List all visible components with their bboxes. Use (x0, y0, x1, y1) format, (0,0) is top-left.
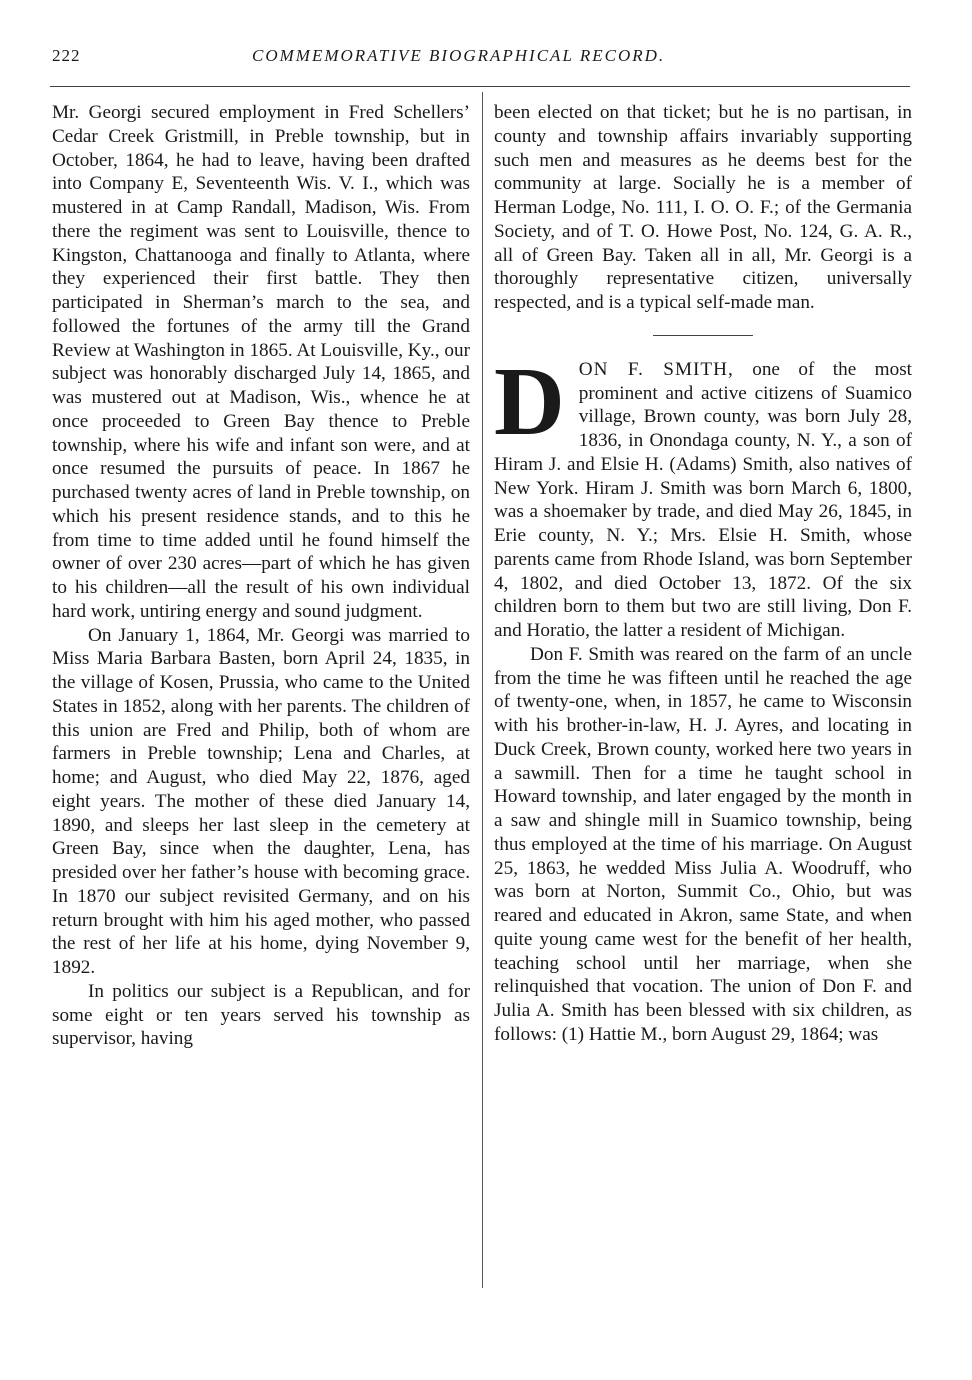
page-number: 222 (52, 46, 81, 65)
right-paragraph-1: been elected on that ticket; but he is no partisan, in county and township affairs invariably supporting such men and measures as he deems best for the community at large. Socially he is a member of Herman Lodge, No. 111, I. O. O. F.; of the Germania Society, and of T. O. Howe Post, No. 124, G. A. R., all of Green Bay. Taken all in all, Mr. Georgi is a thoroughly representative citizen, universally respected, and is a typical self-made man. (494, 102, 912, 313)
right-paragraph-2: one of the most prominent and active citizens of Suamico village, Brown county, was born July 28, 1836, in Onondaga county, N. Y., a son of Hiram J. and Elsie H. (Adams) Smith, also natives of New York. Hiram J. Smith was born March 6, 1800, was a shoemaker by trade, and died May 26, 1845, in Erie county, N. Y.; Mrs. Elsie H. Smith, whose parents came from Rhode Island, was born September 4, 1802, and died October 13, 1872. Of the six children born to them but two are still living, Don F. and Horatio, the latter a resident of Michigan. (494, 358, 912, 641)
header-rule (50, 86, 910, 87)
left-paragraph-3: In politics our subject is a Republican, and for some eight or ten years served his township as supervisor, having (52, 980, 470, 1050)
running-title: COMMEMORATIVE BIOGRAPHICAL RECORD. (252, 46, 666, 65)
left-column (52, 101, 470, 1051)
biography-opening (494, 347, 912, 643)
right-paragraph-3: Don F. Smith was reared on the farm of an uncle from the time he was fifteen until he reached the age of twenty-one, when, in 1857, he came to Wisconsin with his brother-in-law, H. J. Ayres, and locating in Duck Creek, Brown county, worked here two years in a sawmill. Then for a time he taught school in Howard township, and later engaged by the month in a saw and shingle mill in Suamico township, being thus employed at the time of his marriage. On August 25, 1863, he wedded Miss Julia A. Woodruff, who was born at Norton, Summit Co., Ohio, but was reared and educated in Akron, same State, and when quite young came west for the benefit of her health, teaching school until her marriage, when she relinquished that vocation. The union of Don F. and Julia A. Smith has been blessed with six children, as follows: (1) Hattie M., born August 29, 1864; was (494, 643, 912, 1045)
section-separator (653, 335, 753, 336)
page-header (52, 46, 912, 74)
drop-cap: D (494, 347, 565, 456)
right-column (494, 101, 912, 1047)
left-paragraph-2: On January 1, 1864, Mr. Georgi was married to Miss Maria Barbara Basten, born April 24, 1835, in the village of Kosen, Prussia, who came to the United States in 1852, along with her parents. The children of this union are Fred and Philip, both of whom are farmers in Preble township; Lena and Charles, at home; and August, who died May 22, 1876, aged eight years. The mother of these died January 14, 1890, and sleeps her last sleep in the cemetery at Green Bay, since when the daughter, Lena, has presided over her father’s house with becoming grace. In 1870 our subject revisited Germany, and on his return brought with him his aged mother, who passed the rest of her life at his home, dying November 9, 1892. (52, 624, 470, 978)
left-paragraph-1: Mr. Georgi secured employment in Fred Schellers’ Cedar Creek Gristmill, in Preble township, but in October, 1864, he had to leave, having been drafted into Company E, Seventeenth Wis. V. I., which was mustered in at Camp Randall, Madison, Wis. From there the regiment was sent to Louisville, thence to Kingston, Chattanooga and finally to Atlanta, where they experienced their first battle. They then participated in Sherman’s march to the sea, and followed the fortunes of the army till the Grand Review at Washington in 1865. At Louisville, Ky., our subject was honorably discharged July 14, 1865, and was mustered out at Madison, Wis., whence he at once proceeded to Green Bay thence to Preble township, where his wife and infant son were, and at once resumed the pursuits of peace. In 1867 he purchased twenty acres of land in Preble township, on which his present residence stands, and to this he from time to time added until he found himself the owner of over 230 acres—part of which he has given to his children—all the result of his own individual hard work, untiring energy and sound judgment. (52, 102, 470, 622)
column-divider (482, 92, 483, 1288)
subject-name: ON F. SMITH, (578, 358, 734, 380)
